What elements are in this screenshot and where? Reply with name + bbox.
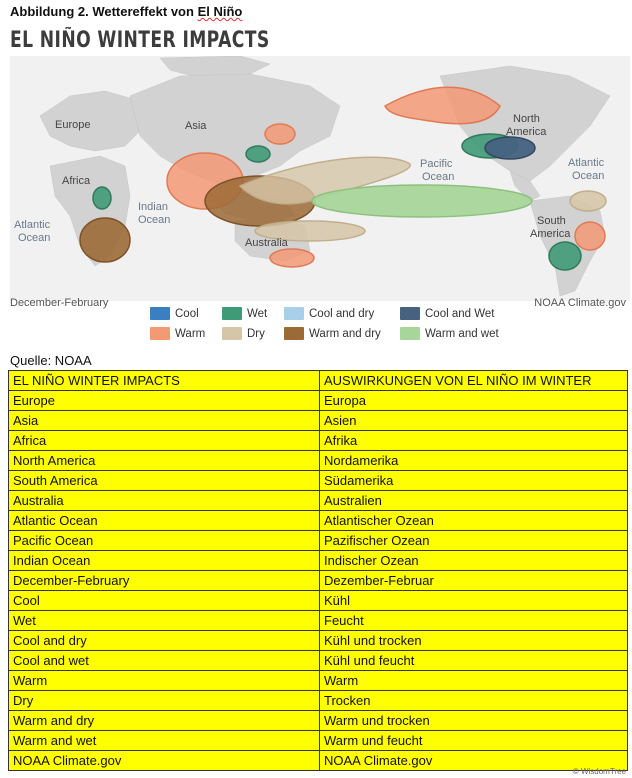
translation-table <box>8 370 628 771</box>
label-atlantic-right-1: Atlantic <box>568 157 605 169</box>
table-cell: Dezember-Februar <box>320 571 628 591</box>
caption-el-nino: El Niño <box>197 4 243 19</box>
table-row <box>9 571 628 591</box>
caption-prefix: Abbildung 2. Wettereffekt von <box>10 4 198 19</box>
legend-item-cool-and-dry <box>284 307 374 320</box>
table-cell: Atlantischer Ozean <box>320 511 628 531</box>
table-row <box>9 411 628 431</box>
table-row <box>9 651 628 671</box>
label-atlantic-left-2: Ocean <box>18 232 51 244</box>
table-cell: Australien <box>320 491 628 511</box>
table-cell: Warm <box>9 671 320 691</box>
map-legend <box>150 305 550 345</box>
legend-label: Warm and wet <box>425 327 499 340</box>
legend-swatch-cool-and-dry <box>284 307 304 320</box>
table-cell: NOAA Climate.gov <box>9 751 320 771</box>
table-cell: North America <box>9 451 320 471</box>
table-row <box>9 391 628 411</box>
label-south-america-1: South <box>537 215 566 227</box>
table-cell: Wet <box>9 611 320 631</box>
legend-swatch-cool-and-wet <box>400 307 420 320</box>
label-indian-2: Ocean <box>138 214 171 226</box>
legend-label: Warm <box>175 327 206 340</box>
table-row <box>9 611 628 631</box>
figure-caption <box>10 4 242 19</box>
label-asia: Asia <box>185 120 207 132</box>
table-cell: Europa <box>320 391 628 411</box>
table-cell: Warm und trocken <box>320 711 628 731</box>
table-row <box>9 711 628 731</box>
legend-item-wet <box>222 307 267 320</box>
table-cell: Dry <box>9 691 320 711</box>
table-cell: Kühl und trocken <box>320 631 628 651</box>
map-title: EL NIÑO WINTER IMPACTS <box>10 28 270 53</box>
table-header-cell: EL NIÑO WINTER IMPACTS <box>9 371 320 391</box>
table-row <box>9 591 628 611</box>
table-cell: Nordamerika <box>320 451 628 471</box>
label-north-america-1: North <box>513 113 540 125</box>
label-north-america-2: America <box>506 126 547 138</box>
table-row <box>9 731 628 751</box>
table-cell: Pacific Ocean <box>9 531 320 551</box>
table-cell: Afrika <box>320 431 628 451</box>
legend-item-warm <box>150 327 205 340</box>
legend-label: Dry <box>247 327 265 340</box>
table-cell: Trocken <box>320 691 628 711</box>
table-cell: Kühl und feucht <box>320 651 628 671</box>
table-cell: Warm und feucht <box>320 731 628 751</box>
table-cell: December-February <box>9 571 320 591</box>
table-cell: Südamerika <box>320 471 628 491</box>
table-row <box>9 451 628 471</box>
table-row <box>9 491 628 511</box>
legend-swatch-warm-and-wet <box>400 327 420 340</box>
table-cell: Warm and dry <box>9 711 320 731</box>
table-cell: Cool and dry <box>9 631 320 651</box>
map-season-label: December-February <box>10 297 109 309</box>
table-cell: Indischer Ozean <box>320 551 628 571</box>
label-atlantic-right-2: Ocean <box>572 170 605 182</box>
label-australia: Australia <box>245 237 288 249</box>
table-cell: Europe <box>9 391 320 411</box>
table-cell: Atlantic Ocean <box>9 511 320 531</box>
table-header-row <box>9 371 628 391</box>
map-source-label: NOAA Climate.gov <box>534 297 626 309</box>
table-row <box>9 631 628 651</box>
table-cell: Africa <box>9 431 320 451</box>
table-row <box>9 471 628 491</box>
legend-item-cool <box>150 307 199 320</box>
legend-swatch-warm <box>150 327 170 340</box>
legend-item-cool-and-wet <box>400 307 494 320</box>
legend-item-warm-and-dry <box>284 327 381 340</box>
legend-label: Cool and Wet <box>425 307 495 320</box>
table-cell: Asien <box>320 411 628 431</box>
table-cell: Pazifischer Ozean <box>320 531 628 551</box>
table-cell: South America <box>9 471 320 491</box>
table-row <box>9 751 628 771</box>
label-south-america-2: America <box>530 228 571 240</box>
label-atlantic-left-1: Atlantic <box>14 219 51 231</box>
table-row <box>9 551 628 571</box>
table-row <box>9 691 628 711</box>
table-cell: NOAA Climate.gov <box>320 751 628 771</box>
table-row <box>9 671 628 691</box>
table-cell: Kühl <box>320 591 628 611</box>
legend-swatch-wet <box>222 307 242 320</box>
world-map <box>10 56 630 301</box>
table-cell: Asia <box>9 411 320 431</box>
table-cell: Feucht <box>320 611 628 631</box>
label-europe: Europe <box>55 119 91 131</box>
legend-label: Warm and dry <box>309 327 381 340</box>
legend-item-warm-and-wet <box>400 327 499 340</box>
label-indian-1: Indian <box>138 201 168 213</box>
legend-swatch-dry <box>222 327 242 340</box>
table-header-cell: AUSWIRKUNGEN VON EL NIÑO IM WINTER <box>320 371 628 391</box>
table-cell: Warm and wet <box>9 731 320 751</box>
legend-label: Cool <box>175 307 199 320</box>
label-africa: Africa <box>62 175 91 187</box>
table-row <box>9 531 628 551</box>
source-note: Quelle: NOAA <box>10 353 92 368</box>
legend-label: Wet <box>247 307 268 320</box>
legend-label: Cool and dry <box>309 307 375 320</box>
table-row <box>9 511 628 531</box>
label-pacific-2: Ocean <box>422 171 455 183</box>
copyright-credit: © WisdomTree <box>572 767 626 776</box>
table-cell: Australia <box>9 491 320 511</box>
legend-swatch-warm-and-dry <box>284 327 304 340</box>
legend-swatch-cool <box>150 307 170 320</box>
table-cell: Cool and wet <box>9 651 320 671</box>
label-pacific-1: Pacific <box>420 158 453 170</box>
table-cell: Indian Ocean <box>9 551 320 571</box>
table-cell: Cool <box>9 591 320 611</box>
table-row <box>9 431 628 451</box>
legend-item-dry <box>222 327 265 340</box>
table-cell: Warm <box>320 671 628 691</box>
